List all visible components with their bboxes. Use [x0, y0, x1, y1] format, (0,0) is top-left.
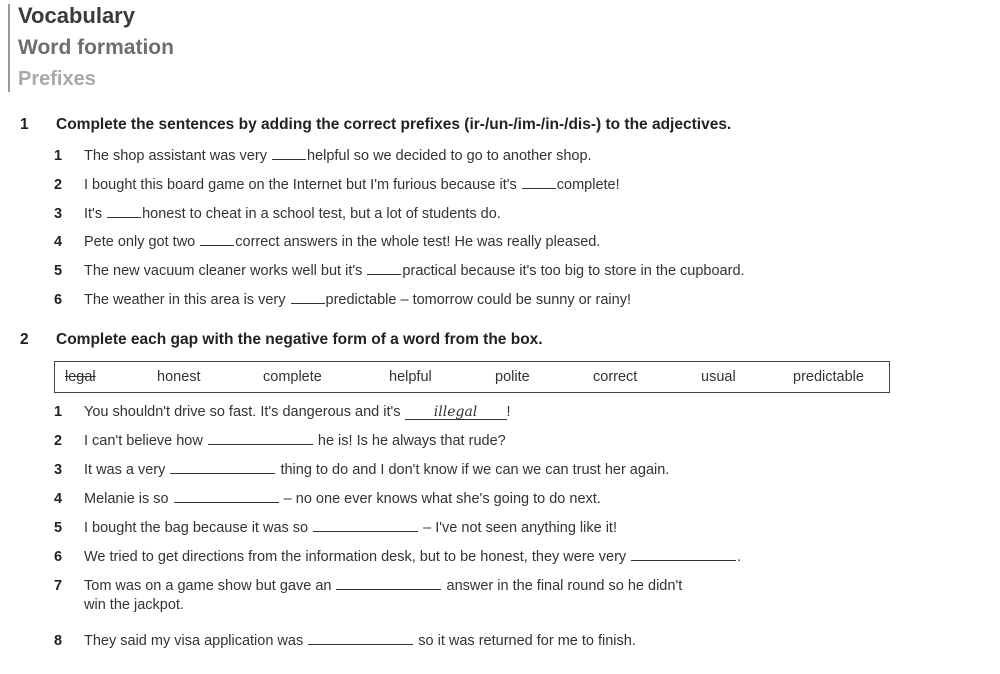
word-box-word: predictable — [793, 369, 864, 385]
item-number: 5 — [54, 263, 63, 280]
exercise-instruction: Complete each gap with the negative form of a word from the box. — [56, 331, 543, 348]
sentence-start: They said my visa application was — [84, 633, 308, 649]
list-item — [54, 404, 741, 433]
answer-blank[interactable] — [200, 244, 234, 246]
sentence-end: helpful so we decided to go to another shop. — [306, 148, 592, 164]
item-number: 7 — [54, 578, 63, 594]
sentence-start: You shouldn't drive so fast. It's dangerous and it's — [84, 404, 405, 420]
sentence-end: . — [737, 549, 742, 565]
sentence-start: I bought this board game on the Internet but I'm furious because it's — [84, 176, 521, 193]
sentence-start: Melanie is so — [84, 491, 173, 507]
list-item — [54, 578, 741, 633]
sentence-continuation: win the jackpot. — [84, 597, 184, 613]
item-number: 3 — [54, 205, 63, 222]
exercise-2-list — [54, 404, 741, 662]
sentence-start: The shop assistant was very — [84, 148, 271, 164]
word-box-word: helpful — [389, 369, 432, 385]
word-box — [54, 361, 890, 393]
list-item — [54, 206, 745, 235]
answer-blank[interactable] — [631, 559, 736, 561]
item-number: 4 — [54, 234, 63, 251]
sentence-end: so it was returned for me to finish. — [414, 633, 636, 649]
list-item — [54, 633, 741, 662]
exercise-2-heading — [20, 331, 543, 349]
sentence-end: thing to do and I don't know if we can we can trust her again. — [276, 462, 670, 478]
sentence-start: I can't believe how — [84, 433, 207, 449]
answer-blank[interactable] — [367, 273, 401, 275]
header-accent-bar — [8, 4, 10, 92]
sentence-end: answer in the final round so he didn't — [442, 578, 683, 594]
sentence-end: he is! Is he always that rude? — [313, 433, 506, 449]
sentence-start: Tom was on a game show but gave an — [84, 578, 336, 594]
exercise-1-heading — [20, 116, 731, 134]
answer-blank[interactable] — [107, 216, 141, 218]
answer-blank[interactable] — [170, 472, 275, 474]
sentence-start: The weather in this area is very — [84, 291, 290, 308]
answer-filled[interactable]: illegal — [405, 405, 507, 420]
answer-blank[interactable] — [522, 187, 556, 189]
item-number: 1 — [54, 148, 63, 164]
sentence-end: – I've not seen anything like it! — [419, 520, 617, 536]
page-topic: Prefixes — [18, 68, 96, 90]
word-box-word: honest — [157, 369, 201, 385]
answer-blank[interactable] — [336, 588, 441, 590]
item-number: 8 — [54, 633, 63, 649]
sentence-end: ! — [506, 404, 511, 420]
list-item — [54, 148, 745, 177]
exercise-number: 1 — [20, 116, 29, 133]
answer-blank[interactable] — [272, 158, 306, 160]
item-number: 2 — [54, 176, 63, 193]
sentence-end: practical because it's too big to store in the cupboard. — [402, 263, 745, 280]
list-item — [54, 462, 741, 491]
list-item — [54, 549, 741, 578]
page-title: Vocabulary — [18, 3, 135, 28]
exercise-number: 2 — [20, 331, 29, 348]
exercise-1-list — [54, 148, 745, 321]
answer-blank[interactable] — [174, 501, 279, 503]
list-item — [54, 520, 741, 549]
list-item — [54, 491, 741, 520]
sentence-start: We tried to get directions from the information desk, but to be honest, they were very — [84, 549, 631, 565]
answer-blank[interactable] — [291, 302, 325, 304]
word-box-word: polite — [495, 369, 530, 385]
item-number: 2 — [54, 433, 63, 449]
item-number: 6 — [54, 291, 63, 308]
word-box-word: usual — [701, 369, 736, 385]
sentence-start: It was a very — [84, 462, 170, 478]
list-item — [54, 177, 745, 206]
item-number: 6 — [54, 549, 63, 565]
list-item — [54, 433, 741, 462]
item-number: 4 — [54, 491, 63, 507]
word-box-word: complete — [263, 369, 322, 385]
word-box-word: correct — [593, 369, 638, 385]
answer-blank[interactable] — [308, 643, 413, 645]
list-item — [54, 292, 745, 321]
item-number: 5 — [54, 520, 63, 536]
sentence-start: The new vacuum cleaner works well but it's — [84, 263, 367, 280]
sentence-end: predictable – tomorrow could be sunny or rainy! — [325, 291, 631, 308]
list-item — [54, 263, 745, 292]
item-number: 1 — [54, 404, 63, 420]
sentence-end: complete! — [556, 176, 620, 193]
word-box-word: legal — [65, 369, 96, 385]
page-subtitle: Word formation — [18, 36, 174, 59]
sentence-start: Pete only got two — [84, 234, 200, 251]
exercise-instruction: Complete the sentences by adding the correct prefixes (ir-/un-/im-/in-/dis-) to the adjectives. — [56, 116, 732, 133]
item-number: 3 — [54, 462, 63, 478]
sentence-end: – no one ever knows what she's going to do next. — [279, 491, 601, 507]
answer-blank[interactable] — [208, 443, 313, 445]
sentence-end: correct answers in the whole test! He was really pleased. — [235, 234, 601, 251]
answer-blank[interactable] — [313, 530, 418, 532]
sentence-start: It's — [84, 205, 107, 222]
sentence-start: I bought the bag because it was so — [84, 520, 313, 536]
sentence-end: honest to cheat in a school test, but a lot of students do. — [142, 205, 501, 222]
list-item — [54, 234, 745, 263]
